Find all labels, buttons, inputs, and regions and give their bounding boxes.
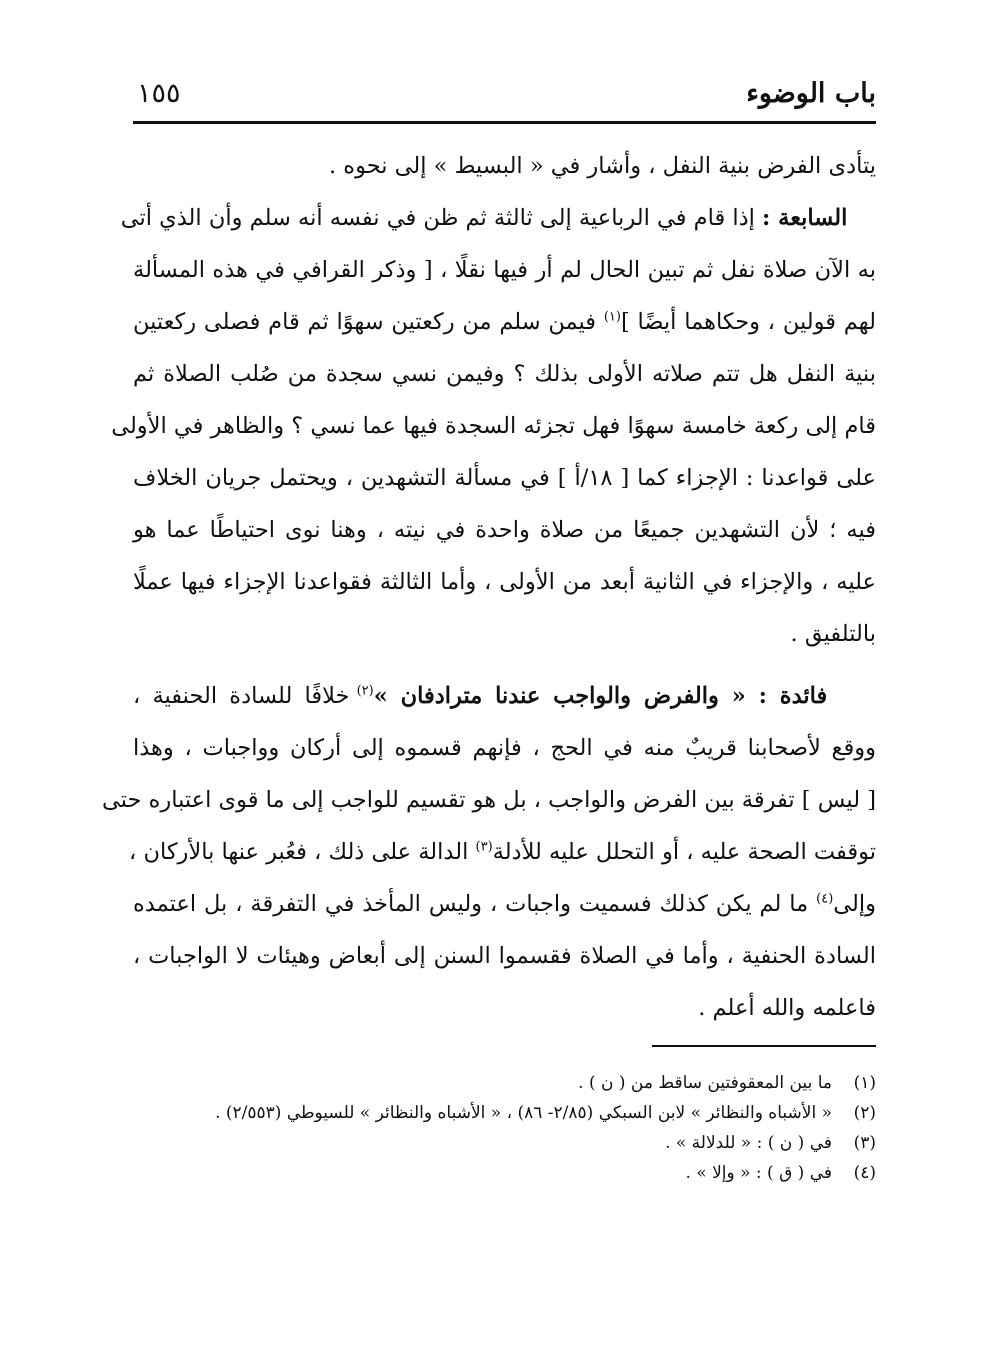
text-run: خلافًا للسادة الحنفية ،: [133, 683, 357, 709]
text-line: [129, 826, 876, 878]
text-line: [133, 670, 876, 722]
text-run: فيمن سلم من ركعتين سهوًا ثم قام فصلى ركعتين: [133, 309, 604, 335]
footnote-text: « الأشباه والنظائر » لابن السبكي (٢/٨٥- ٨٦) ، « الأشباه والنظائر » للسيوطي (٢/٥٥٣) .: [215, 1103, 832, 1123]
section-label: السابعة :: [762, 205, 848, 231]
footnote: [133, 1068, 876, 1098]
footnote-rule: [652, 1045, 876, 1047]
chapter-title: باب الوضوء: [746, 78, 876, 109]
text-run: توقفت الصحة عليه ، أو التحلل عليه للأدلة: [492, 839, 876, 865]
footnote-text: ما بين المعقوفتين ساقط من ( ن ) .: [578, 1073, 832, 1093]
footnote: [133, 1098, 876, 1128]
text-line: بالتلفيق .: [790, 621, 876, 647]
footnote-number: (٢): [853, 1103, 876, 1123]
running-header: [133, 74, 876, 118]
text-line: [120, 192, 876, 244]
text-line: بنية النفل هل تتم صلاته الأولى بذلك ؟ وفيمن نسي سجدة من صُلب الصلاة ثم: [133, 361, 876, 387]
text-line: ووقع لأصحابنا قريبٌ منه في الحج ، فإنهم قسموه إلى أركان وواجبات ، وهذا: [133, 735, 876, 761]
text-run: لهم قولين ، وحكاهما أيضًا ]: [620, 309, 876, 335]
text-line: يتأدى الفرض بنية النفل ، وأشار في « البسيط » إلى نحوه .: [328, 153, 876, 179]
text-line: [ ليس ] تفرقة بين الفرض والواجب ، بل هو تقسيم للواجب إلى ما قوى اعتباره حتى: [101, 787, 876, 813]
footnote-text: في ( ن ) : « للدلالة » .: [665, 1133, 832, 1153]
text-run: وإلى: [833, 891, 876, 917]
text-run: ما لم يكن كذلك فسميت واجبات ، وليس المأخذ في التفرقة ، بل اعتمده: [133, 891, 817, 917]
footnote-number: (١): [853, 1073, 876, 1093]
main-text: [101, 140, 877, 1034]
text-run: الدالة على ذلك ، فعُبر عنها بالأركان ،: [129, 839, 476, 865]
text-line: فيه ؛ لأن التشهدين جميعًا من صلاة واحدة في نيته ، وهنا نوى احتياطًا عما هو: [133, 517, 876, 543]
footnote-marker: (٣): [475, 839, 493, 855]
text-line: [133, 296, 876, 348]
paragraph-gap: [133, 660, 876, 670]
text-line: فاعلمه والله أعلم .: [698, 995, 876, 1021]
footnote: [133, 1158, 876, 1188]
footnote-text: في ( ق ) : « وإلا » .: [685, 1163, 832, 1183]
text-line: [133, 878, 876, 930]
footnote-number: (٤): [853, 1163, 876, 1183]
footnote-number: (٣): [853, 1133, 876, 1153]
text-line: على قواعدنا : الإجزاء كما [ ١٨/أ ] في مسألة التشهدين ، ويحتمل جريان الخلاف: [133, 465, 877, 491]
footnote: [133, 1128, 876, 1158]
text-line: السادة الحنفية ، وأما في الصلاة فقسموا السنن إلى أبعاض وهيئات لا الواجبات ،: [133, 943, 876, 969]
text-run: إذا قام في الرباعية إلى ثالثة ثم ظن في نفسه أنه سلم وأن الذي أتى: [120, 205, 763, 231]
footnote-marker: (١): [603, 309, 621, 325]
footnotes: [133, 1068, 876, 1188]
footnote-marker: (٢): [356, 683, 374, 699]
header-rule: [133, 121, 876, 124]
text-line: قام إلى ركعة خامسة سهوًا فهل تجزئه السجدة فيها عما نسي ؟ والظاهر في الأولى: [111, 413, 876, 439]
text-line: عليه ، والإجزاء في الثانية أبعد من الأولى ، وأما الثالثة فقواعدنا الإجزاء فيها عملًا: [133, 569, 876, 595]
footnote-marker: (٤): [816, 891, 834, 907]
page-number: ١٥٥: [137, 78, 181, 109]
section-label: فائدة : « والفرض والواجب عندنا مترادفان »: [373, 683, 828, 709]
text-line: به الآن صلاة نفل ثم تبين الحال لم أر فيها نقلًا ، [ وذكر القرافي في هذه المسألة: [133, 257, 876, 283]
